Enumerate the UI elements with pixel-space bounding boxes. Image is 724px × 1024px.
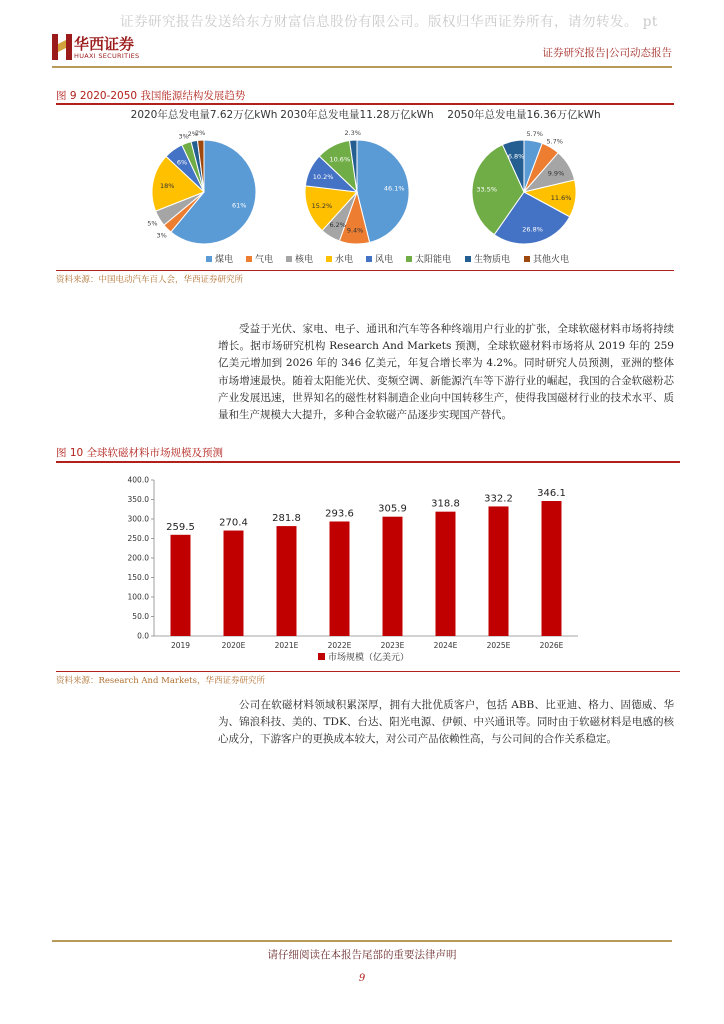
legal-notice: 请仔细阅读在本报告尾部的重要法律声明: [267, 949, 457, 961]
legend-label: 生物质电: [474, 255, 511, 265]
y-tick-label: 50.0: [132, 612, 149, 621]
bar-value-label: 305.9: [378, 503, 407, 515]
pie-data-label: 6.2%: [329, 221, 346, 230]
y-tick-label: 250.0: [127, 534, 149, 543]
pie-title: 2050年总发电量16.36万亿kWh: [447, 109, 601, 121]
legend-label: 风电: [375, 255, 394, 265]
bar-2019: [171, 535, 191, 636]
y-tick-label: 150.0: [127, 573, 149, 582]
pie-data-label: 5.7%: [546, 137, 563, 146]
huaxi-logo-icon: [52, 34, 72, 60]
pie-data-label: 33.5%: [476, 185, 498, 194]
header-divider: [52, 66, 672, 68]
paragraph-market-growth: 受益于光伏、家电、电子、通讯和汽车等各种终端用户行业的扩张，全球软磁材料市场将持续增长。据市场研究机构 Research And Markets 预测，全球软磁材料市场将从 2019 年的 259 亿美元增加到 2026 年的 346 亿美元，年复合增长率为 4.2%。同时研究人员预测，亚洲的整体市场增速最快。随着太阳能光伏、变频空调、新能源汽车等下游行业的崛起，我国的合金软磁粉芯产业发展迅速，世界知名的磁性材料制造企业向中国转移生产，使得我国磁材行业的技术水平、质量和生产规模大大提升，多种合金软磁产品逐步实现国产替代。: [218, 323, 674, 422]
legend-swatch: [206, 256, 212, 262]
legend-label: 气电: [255, 255, 274, 265]
report-type: 证券研究报告|公司动态报告: [542, 47, 672, 59]
pie-data-label: 6.8%: [507, 152, 525, 161]
paragraph-customers: 公司在软磁材料领域积累深厚，拥有大批优质客户，包括 ABB、比亚迪、格力、固德威、华为、锦浪科技、美的、TDK、台达、阳光电源、伊顿、中兴通讯等。同时由于软磁材料是电感的核心成分，下游客户的更换成本较大，对公司产品依赖性高，与公司间的合作关系稳定。: [218, 699, 674, 746]
legend-label: 煤电: [215, 255, 234, 265]
bar-2021E: [277, 526, 297, 636]
bar-2022E: [330, 521, 350, 636]
pie-data-label: 3%: [156, 231, 167, 240]
pie-data-label: 5%: [147, 219, 158, 228]
pie-data-label: 2%: [187, 130, 198, 139]
pie-data-label: 11.6%: [550, 193, 572, 202]
bar-value-label: 332.2: [484, 493, 513, 505]
pie-data-label: 26.8%: [522, 225, 543, 234]
pie-data-label: 5.7%: [526, 130, 543, 138]
x-tick-label: 2023E: [380, 641, 405, 650]
pie-data-label: 9.9%: [547, 169, 565, 178]
legend-swatch: [524, 256, 530, 262]
pie-data-label: 46.1%: [383, 184, 405, 193]
x-tick-label: 2025E: [486, 641, 511, 650]
x-tick-label: 2022E: [327, 641, 352, 650]
pie-title: 2020年总发电量7.62万亿kWh: [130, 109, 278, 121]
legend-label: 核电: [295, 255, 314, 265]
figure10-source-rule: [56, 671, 680, 672]
page-number: 9: [358, 973, 366, 984]
watermark: 证券研究报告发送给东方财富信息股份有限公司。版权归华西证券所有，请勿转发。 pt: [120, 14, 658, 30]
legend-swatch: [246, 256, 252, 262]
bar-value-label: 318.8: [431, 498, 460, 510]
x-tick-label: 2026E: [539, 641, 564, 650]
bar-value-label: 259.5: [166, 521, 195, 533]
y-tick-label: 300.0: [127, 514, 149, 524]
bar-2023E: [383, 517, 403, 636]
pie-data-label: 61%: [231, 201, 247, 210]
pie-data-label: 10.2%: [312, 173, 334, 182]
y-tick-label: 0.0: [137, 631, 149, 641]
legend-swatch: [366, 256, 372, 262]
bar-2026E: [542, 501, 562, 636]
legend-label: 太阳能电: [415, 255, 452, 265]
logo-subtitle: HUAXI SECURITIES: [74, 52, 140, 60]
bar-value-label: 293.6: [325, 508, 354, 520]
x-tick-label: 2020E: [221, 641, 246, 650]
legend-swatch: [465, 256, 471, 262]
figure9-title: 图 9 2020-2050 我国能源结构发展趋势: [56, 90, 246, 102]
pie-data-label: 15.2%: [311, 202, 333, 211]
legend-label: 水电: [335, 255, 354, 265]
legend-swatch: [326, 256, 332, 262]
footer-divider: [52, 940, 672, 942]
bar-value-label: 270.4: [219, 517, 248, 529]
y-tick-label: 100.0: [127, 592, 149, 602]
legend-swatch: [406, 256, 412, 262]
pie-data-label: 2.3%: [344, 129, 361, 138]
pie-data-label: 3%: [178, 132, 189, 141]
legend-label: 市场规模（亿美元）: [328, 653, 410, 663]
market-size-bar-chart: [56, 470, 680, 670]
bar-value-label: 281.8: [272, 513, 301, 525]
x-tick-label: 2024E: [433, 641, 458, 650]
y-tick-label: 350.0: [127, 495, 149, 504]
pie-data-label: 9.4%: [346, 226, 364, 235]
x-tick-label: 2021E: [274, 641, 299, 650]
pie-data-label: 10.6%: [329, 155, 351, 164]
y-tick-label: 200.0: [127, 553, 149, 563]
logo-name: 华西证券: [74, 35, 135, 53]
bar-value-label: 346.1: [537, 488, 566, 500]
bar-2024E: [436, 512, 456, 636]
pie-data-label: 6%: [176, 158, 188, 167]
figure10-source: 资料来源：Research And Markets，华西证券研究所: [56, 676, 265, 686]
legend-swatch: [318, 653, 325, 660]
pie-data-label: 18%: [159, 182, 175, 190]
figure10-rule: [56, 461, 680, 463]
pie-data-label: 2%: [195, 129, 206, 138]
figure9-source: 资料来源：中国电动汽车百人会，华西证券研究所: [56, 275, 244, 285]
pie-title: 2030年总发电量11.28万亿kWh: [280, 109, 434, 121]
legend-swatch: [286, 256, 292, 262]
figure10-title: 图 10 全球软磁材料市场规模及预测: [56, 447, 224, 459]
bar-2025E: [489, 506, 509, 636]
energy-structure-pie-charts: [56, 104, 674, 272]
figure9-source-rule: [56, 270, 674, 271]
bar-2020E: [224, 531, 244, 636]
legend-label: 其他火电: [533, 255, 570, 265]
y-tick-label: 400.0: [127, 475, 149, 485]
x-tick-label: 2019: [170, 641, 191, 650]
